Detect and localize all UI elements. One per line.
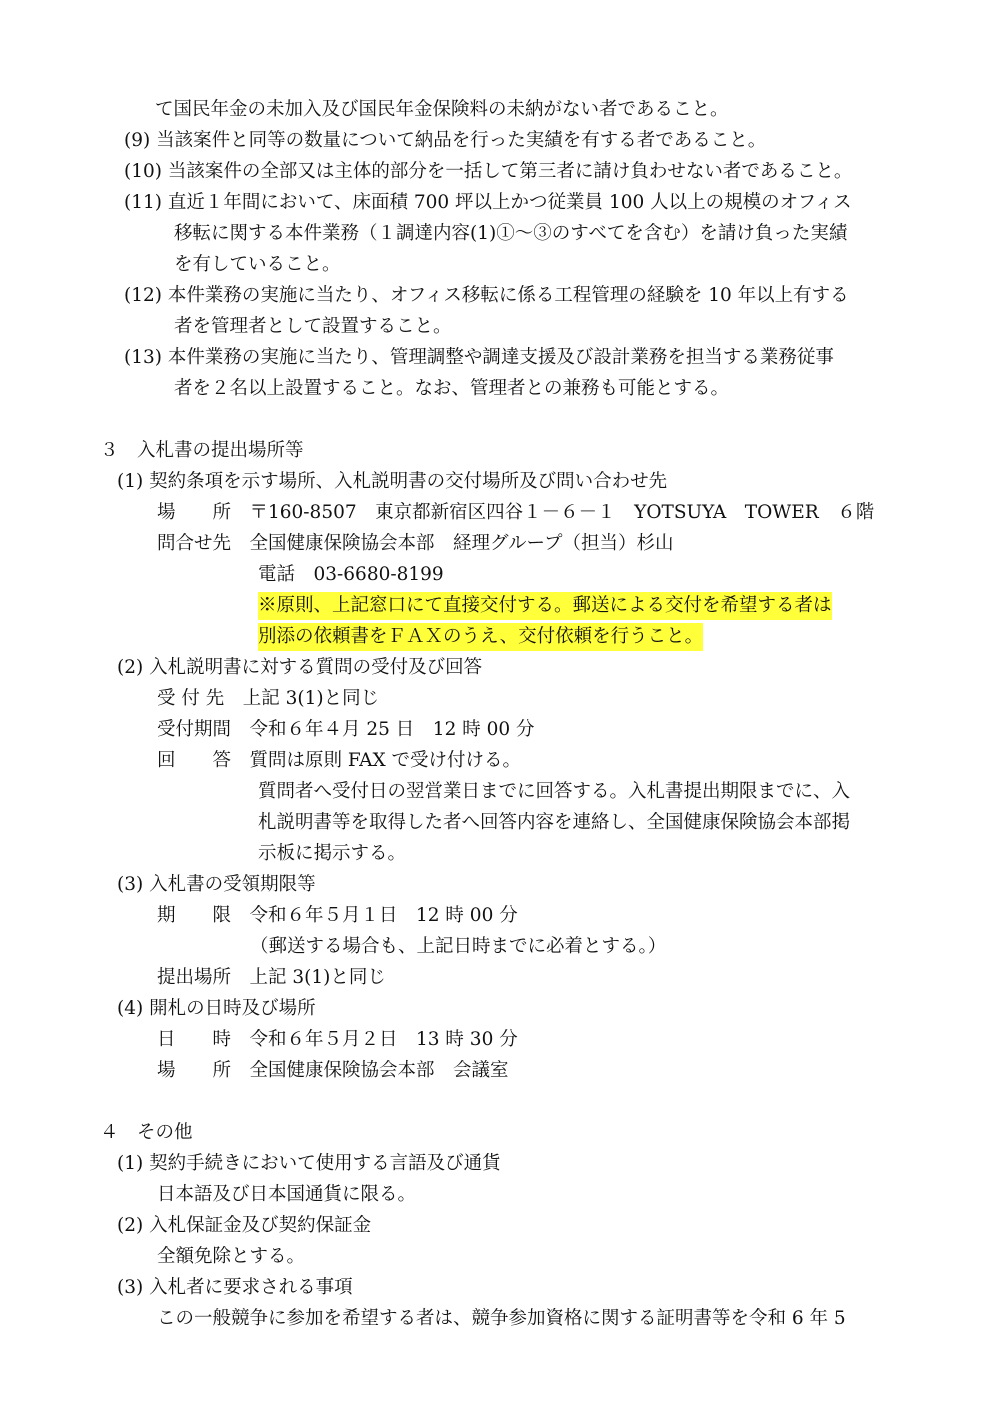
section-3-2-answer-line-3: 示板に掲示する。	[258, 843, 407, 864]
section-3-4-datetime: 日 時 令和６年５月２日 13 時 30 分	[157, 1029, 518, 1050]
section-3-2-answer-line-1: 質問者へ受付日の翌営業日までに回答する。入札書提出期限までに、入	[258, 781, 851, 802]
section-3-3-note: （郵送する場合も、上記日時までに必着とする。）	[250, 936, 667, 957]
item-8-continuation: て国民年金の未加入及び国民年金保険料の未納がない者であること。	[155, 99, 729, 120]
item-12-line-1: (12) 本件業務の実施に当たり、オフィス移転に係る工程管理の経験を 10 年以上有する	[124, 285, 849, 306]
section-3-2-recipient: 受 付 先 上記 3(1)と同じ	[157, 688, 380, 709]
item-12-line-2: 者を管理者として設置すること。	[174, 316, 452, 337]
section-3-2-answer: 回 答 質問は原則 FAX で受け付ける。	[157, 750, 522, 771]
section-4-3-body: この一般競争に参加を希望する者は、競争参加資格に関する証明書等を令和 6 年 5	[157, 1308, 846, 1329]
section-3-1-contact: 問合せ先 全国健康保険協会本部 経理グループ（担当）杉山	[157, 533, 674, 554]
section-3-1-note-line-2: 別添の依頼書をＦＡＸのうえ、交付依頼を行うこと。	[258, 623, 703, 651]
section-3-4-place: 場 所 全国健康保険協会本部 会議室	[157, 1060, 509, 1081]
item-10: (10) 当該案件の全部又は主体的部分を一括して第三者に請け負わせない者であること。	[124, 161, 853, 182]
section-4-2-body: 全額免除とする。	[157, 1246, 306, 1267]
section-3-1-place: 場 所 〒160-8507 東京都新宿区四谷１－６－１ YOTSUYA TOWER ６階	[157, 502, 875, 523]
item-13-line-2: 者を２名以上設置すること。なお、管理者との兼務も可能とする。	[174, 378, 730, 399]
section-3-1-phone: 電話 03-6680-8199	[258, 564, 444, 585]
section-3-2-period: 受付期間 令和６年４月 25 日 12 時 00 分	[157, 719, 535, 740]
section-3-3-deadline: 期 限 令和６年５月１日 12 時 00 分	[157, 905, 518, 926]
item-9: (9) 当該案件と同等の数量について納品を行った実績を有する者であること。	[124, 130, 767, 151]
section-4-3-title: (3) 入札者に要求される事項	[117, 1277, 353, 1298]
section-3-1-note-line-1: ※原則、上記窓口にて直接交付する。郵送による交付を希望する者は	[258, 592, 832, 620]
item-11-line-1: (11) 直近１年間において、床面積 700 坪以上かつ従業員 100 人以上の規模のオフィス	[124, 192, 852, 213]
section-4-1-title: (1) 契約手続きにおいて使用する言語及び通貨	[117, 1153, 501, 1174]
item-11-line-2: 移転に関する本件業務（１調達内容(1)①～③のすべてを含む）を請け負った実績	[174, 223, 848, 244]
section-4-1-body: 日本語及び日本国通貨に限る。	[157, 1184, 417, 1205]
section-4-2-title: (2) 入札保証金及び契約保証金	[117, 1215, 372, 1236]
section-3-2-answer-line-2: 札説明書等を取得した者へ回答内容を連絡し、全国健康保険協会本部掲	[258, 812, 851, 833]
section-3-3-place: 提出場所 上記 3(1)と同じ	[157, 967, 386, 988]
section-4-heading: ４ その他	[100, 1122, 193, 1143]
section-3-1-title: (1) 契約条項を示す場所、入札説明書の交付場所及び問い合わせ先	[117, 471, 668, 492]
section-3-heading: ３ 入札書の提出場所等	[100, 440, 304, 461]
section-3-2-title: (2) 入札説明書に対する質問の受付及び回答	[117, 657, 483, 678]
section-3-4-title: (4) 開札の日時及び場所	[117, 998, 316, 1019]
item-11-line-3: を有していること。	[174, 254, 341, 275]
item-13-line-1: (13) 本件業務の実施に当たり、管理調整や調達支援及び設計業務を担当する業務従事	[124, 347, 834, 368]
section-3-3-title: (3) 入札書の受領期限等	[117, 874, 316, 895]
